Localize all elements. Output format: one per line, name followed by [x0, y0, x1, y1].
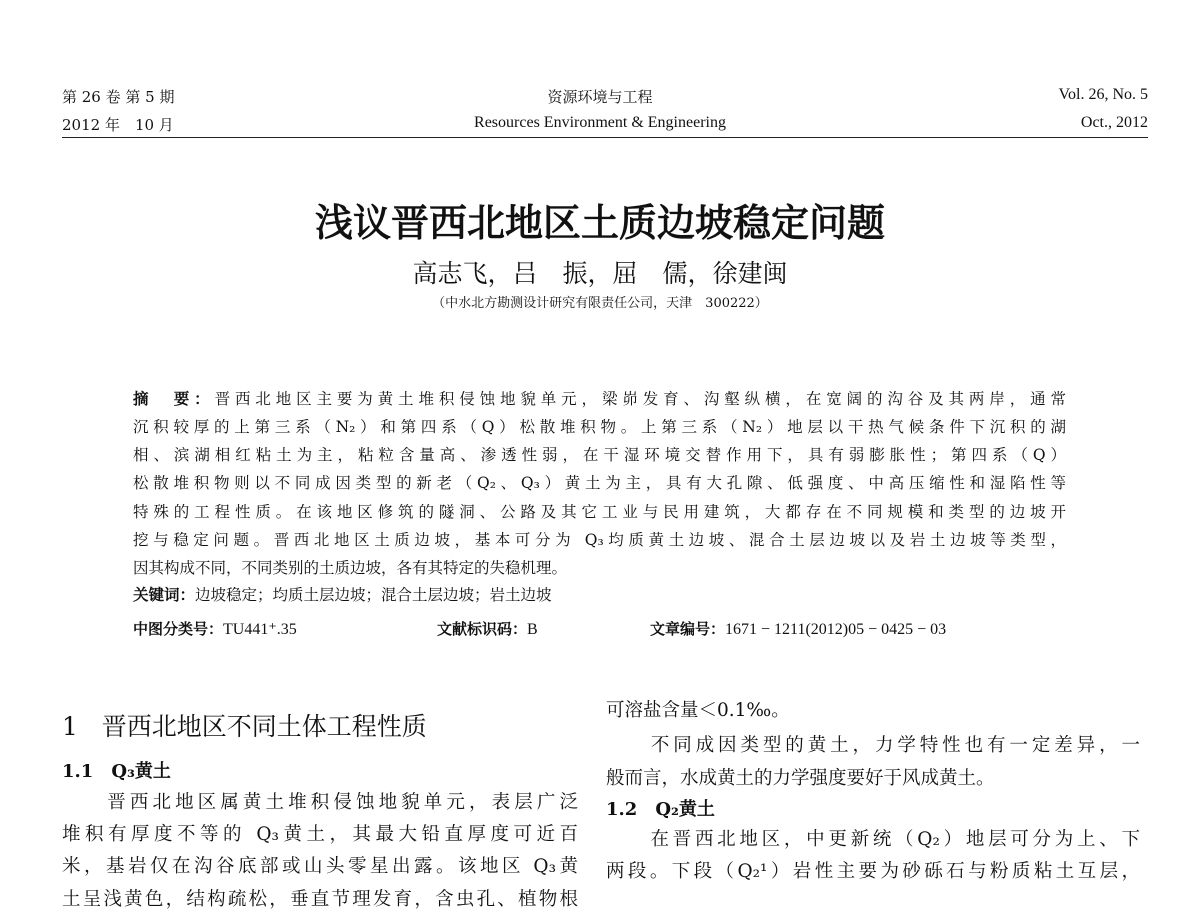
subsection-heading: 1.2 Q₂黄土 [606, 799, 715, 820]
body-line: 堆积有厚度不等的 Q₃黄土，其最大铅直厚度可近百 [62, 824, 578, 845]
body-line: 两段。下段（Q₂¹）岩性主要为砂砾石与粉质粘土互层， [606, 861, 1140, 882]
body-line: 米，基岩仅在沟谷底部或山头零星出露。该地区 Q₃黄 [62, 856, 578, 877]
document-code: 文献标识码：B [437, 620, 538, 638]
date-en: Oct., 2012 [1080, 114, 1148, 131]
volume-issue: 第 26 卷 第 5 期 [62, 88, 175, 106]
journal-name-cn: 资源环境与工程 [547, 88, 653, 106]
authors: 高志飞，吕 振，屈 儒，徐建闽 [412, 259, 788, 288]
body-line: 可溶盐含量＜0.1‰。 [606, 700, 790, 721]
abstract-line: 相、滨湖相红粘土为主，粘粒含量高、渗透性弱，在干湿环境交替作用下，具有弱膨胀性；第四系（Q） [133, 446, 1066, 464]
section-heading: 1 晋西北地区不同土体工程性质 [62, 712, 427, 741]
subsection-heading: 1.1 Q₃黄土 [62, 761, 171, 782]
article-number: 文章编号：1671 − 1211(2012)05 − 0425 − 03 [650, 620, 947, 638]
publication-date: 2012 年 10 月 [62, 116, 174, 134]
affiliation: （中水北方勘测设计研究有限责任公司，天津 300222） [432, 296, 768, 311]
body-line: 晋西北地区属黄土堆积侵蚀地貌单元，表层广泛 [62, 792, 578, 813]
body-line: 般而言，水成黄土的力学强度要好于风成黄土。 [606, 768, 995, 789]
keywords: 关键词：边坡稳定；均质土层边坡；混合土层边坡；岩土边坡 [133, 586, 552, 604]
abstract-line: 松散堆积物则以不同成因类型的新老（Q₂、Q₃）黄土为主，具有大孔隙、低强度、中高压缩性和湿陷性等 [133, 474, 1066, 492]
volume-en: Vol. 26, No. 5 [1058, 86, 1148, 103]
clc-number: 中图分类号：TU441⁺.35 [133, 620, 297, 638]
body-line: 不同成因类型的黄土，力学特性也有一定差异，一 [606, 735, 1140, 756]
body-line: 土呈浅黄色，结构疏松，垂直节理发育，含虫孔、植物根 [62, 889, 578, 910]
abstract-line: 挖与稳定问题。晋西北地区土质边坡，基本可分为 Q₃均质黄土边坡、混合土层边坡以及岩土边坡等类型， [133, 531, 1066, 549]
abstract-line: 特殊的工程性质。在该地区修筑的隧洞、公路及其它工业与民用建筑，大都存在不同规模和类型的边坡开 [133, 503, 1066, 521]
paper-title: 浅议晋西北地区土质边坡稳定问题 [314, 201, 885, 245]
abstract-line: 摘 要：晋西北地区主要为黄土堆积侵蚀地貌单元，梁峁发育、沟壑纵横，在宽阔的沟谷及其两岸，通常 [133, 390, 1066, 408]
header-rule [62, 137, 1148, 138]
journal-name-en: Resources Environment & Engineering [474, 114, 726, 131]
abstract-line: 沉积较厚的上第三系（N₂）和第四系（Q）松散堆积物。上第三系（N₂）地层以干热气候条件下沉积的湖 [133, 418, 1066, 436]
abstract-line: 因其构成不同，不同类别的土质边坡，各有其特定的失稳机理。 [133, 559, 568, 577]
body-line: 在晋西北地区，中更新统（Q₂）地层可分为上、下 [606, 829, 1140, 850]
abstract-label: 摘 要： [133, 390, 215, 408]
